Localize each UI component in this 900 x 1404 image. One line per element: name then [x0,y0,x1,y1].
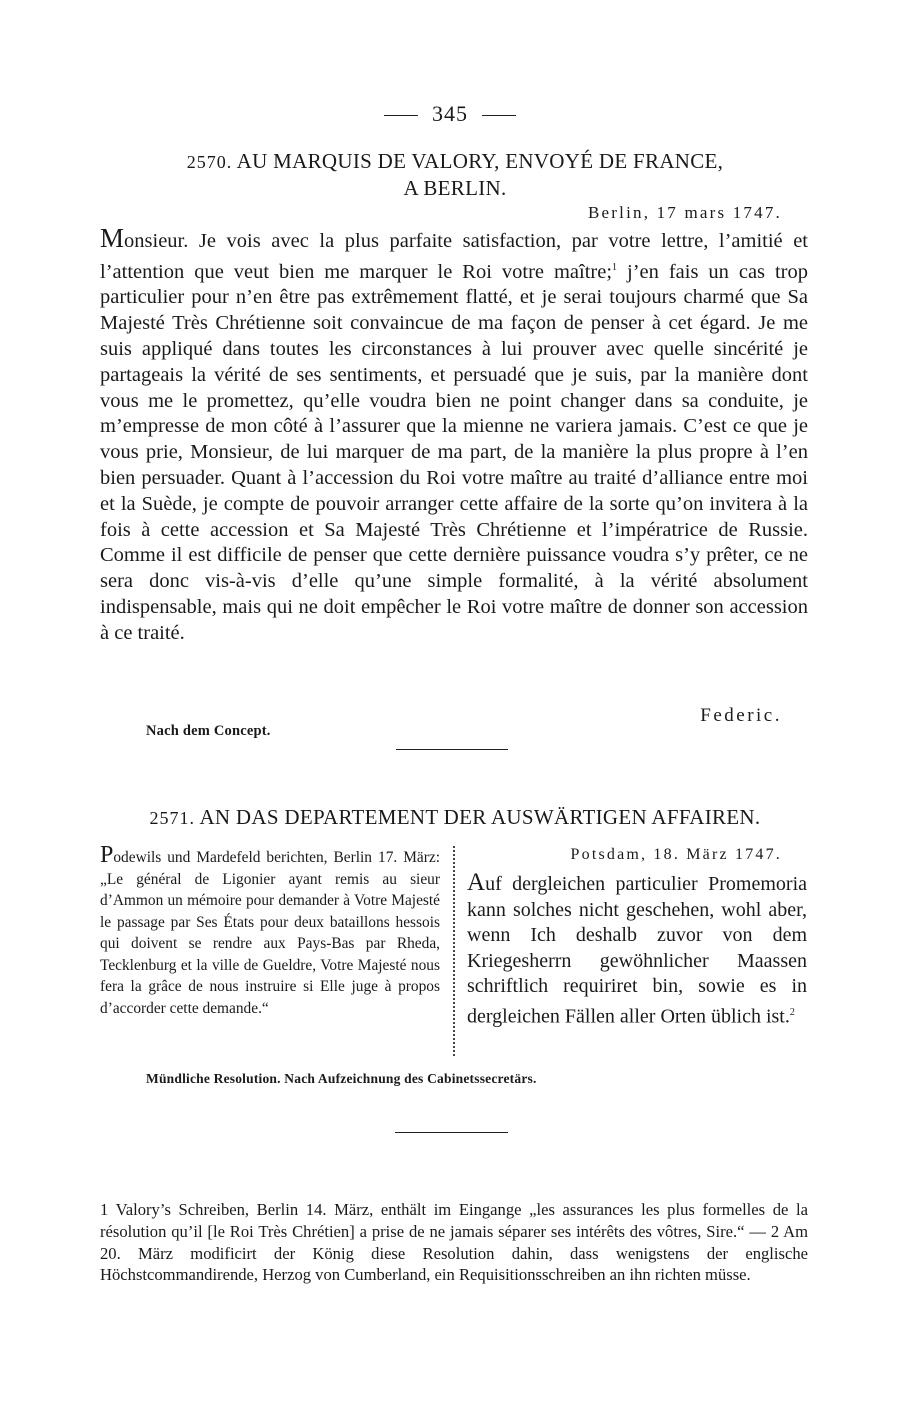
letter-2571-dateline: Potsdam, 18. März 1747. [570,846,782,863]
footnote-ref-1[interactable]: 1 [612,261,618,273]
letter-2571-heading [100,804,810,831]
letter-2570-title-line2: A BERLIN. [403,176,507,200]
letter-2571-title: AN DAS DEPARTEMENT DER AUSWÄRTIGEN AFFAIREN. [199,805,761,829]
section-separator [396,749,508,750]
letter-2571-report-text: odewils und Mardefeld berichten, Berlin 17. März: „Le général de Ligonier ayant remis au sieur d’Ammon un mémoire pour demander à Votre Majesté le passage par Ses États pour deux bataillons hessois qui doivent se rendre aux Pays-Bas par Rheda, Tecklenburg et la ville de Gueldre, Votre Majesté nous fera la grâce de nous instruire si Elle juge à propos d’accorder cette demande.“ [100,849,440,1017]
letter-2571-reply [467,870,807,1030]
letter-2571-reply-text: uf dergleichen particulier Promemoria kann solches nicht geschehen, wohl aber, wenn Ich deshalb zuvor von dem Kriegesherrn gewöhnlicher Maassen schriftlich requiriret bin, sowie es in dergleichen Fällen aller Orten üblich ist. [467,873,807,1028]
letter-2571-source: Mündliche Resolution. Nach Aufzeichnung des Cabinetssecretärs. [146,1071,537,1086]
page-number-dash-right [482,115,516,116]
letter-2570-signature: Federic. [700,705,782,726]
letter-2570-number: 2570. [186,152,233,172]
letter-2570-title-line1: AU MARQUIS DE VALORY, ENVOYÉ DE FRANCE, [236,149,724,173]
footnote-ref-2[interactable]: 2 [789,1006,795,1018]
footnote-separator [395,1132,508,1133]
page-number-text: 345 [432,101,468,126]
letter-2570-source: Nach dem Concept. [146,723,271,739]
letter-2570-heading [100,148,810,201]
letter-2570-body-part1: onsieur. Je vois avec la plus parfaite satisfaction, par votre lettre, l’amitié et l’attention que veut bien me marquer le Roi votre maître; [100,230,808,283]
letter-2570-body-part2: j’en fais un cas trop particulier pour n’en être pas extrêmement flatté, et je serai toujours charmé que Sa Majesté Très Chrétienne soit convaincue de ma façon de penser à cet égard. Je me suis appliqué dans toutes les circonstances à lui prouver avec quelle sincérité je partageais la vérité de ses sentiments, et persuadé que je suis, par la manière dont vous me le promettez, qu’elle voudra bien ne point changer dans sa conduite, je m’empresse de mon côté à l’assurer que la mienne ne variera jamais. C’est ce que je vous prie, Monsieur, de lui marquer de ma part, de la manière la plus propre à l’en bien persuader. Quant à l’accession du Roi votre maître au traité d’alliance entre moi et la Suède, je compte de pouvoir arranger cette affaire de la sorte qu’on invitera à la fois à cette accession et Sa Majesté Très Chrétienne et l’impératrice de Russie. Comme il est difficile de penser que cette dernière puissance voudra s’y prêter, ce ne sera donc vis-à-vis d’elle qu’une simple formalité, à la vérité absolument indispensable, mais qui ne doit empêcher le Roi votre maître de donner son accession à ce traité. [100,260,809,644]
letter-2570-dateline: Berlin, 17 mars 1747. [588,203,782,222]
letter-2571-number: 2571. [149,808,196,828]
page-number-dash-left [384,115,418,116]
letter-2571-report-initial: P [100,842,114,868]
page-number [0,101,900,127]
column-divider [453,846,455,1056]
letter-2571-report [100,842,440,1019]
footnotes: 1 Valory’s Schreiben, Berlin 14. März, enthält im Eingange „les assurances les plus formelles de la résolution qu’il [le Roi Très Chrétien] a prise de ne jamais séparer ses intérêts des vôtres, Sire.“ — 2 Am 20. März modificirt der König diese Resolution dahin, dass wenigstens der englische Höchstcommandirende, Herzog von Cumberland, ein Requisitionsschreiben an ihn richten müsse. [100,1200,808,1285]
letter-2571-reply-initial: A [467,869,486,896]
letter-2570-body [100,223,809,647]
letter-2570-initial: M [100,223,125,253]
